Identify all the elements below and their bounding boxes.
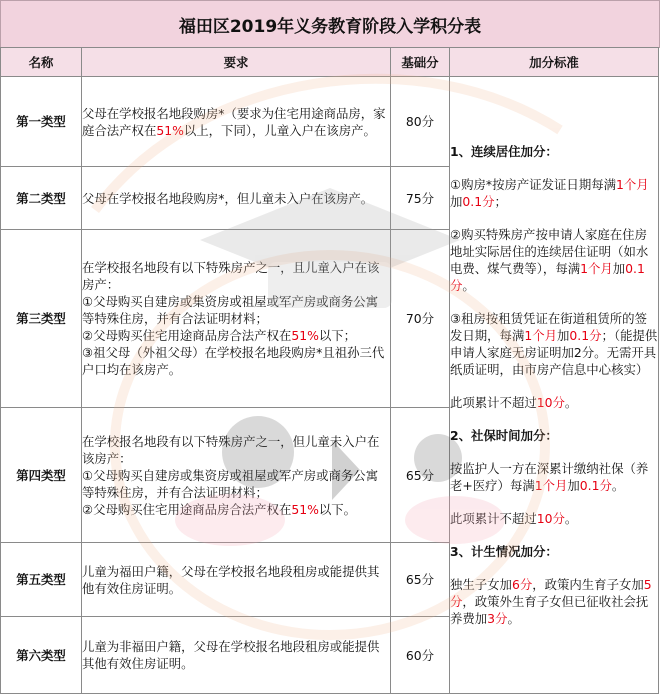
- row-requirement: 父母在学校报名地段购房*（要求为住宅用途商品房，家庭合法产权在51%以上，下同），儿童入户在该房产。: [82, 77, 391, 167]
- row-score: 65分: [391, 408, 450, 543]
- row-score: 80分: [391, 77, 450, 167]
- bonus-item-family-planning: 独生子女加6分，政策内生育子女加5分，政策外生育子女但已征收社会抚养费加3分。: [450, 577, 652, 626]
- bonus-section-1-title: 1、连续居住加分：: [450, 144, 558, 159]
- bonus-item-social-security: 按监护人一方在深累计缴纳社保（养老+医疗）每满1个月加0.1分。: [450, 461, 649, 493]
- row-name: 第五类型: [1, 543, 82, 617]
- bonus-cap-social-security: 此项累计不超过10分。: [450, 511, 578, 526]
- row-requirement: 儿童为非福田户籍，父母在学校报名地段租房或能提供其他有效住房证明。: [82, 617, 391, 694]
- row-name: 第四类型: [1, 408, 82, 543]
- bonus-item-special-housing: ②购买特殊房产按申请人家庭在住房地址实际居住的连续居住证明（如水电费、煤气费等），每满1个月加0.1分。: [450, 227, 649, 293]
- bonus-section-2-title: 2、社保时间加分：: [450, 428, 558, 443]
- score-table: [0, 47, 659, 694]
- header-bonus: 加分标准: [450, 48, 659, 77]
- header-requirement: 要求: [82, 48, 391, 77]
- bonus-section-3-title: 3、计生情况加分：: [450, 544, 558, 559]
- row-score: 60分: [391, 617, 450, 694]
- row-requirement: 父母在学校报名地段购房*，但儿童未入户在该房产。: [82, 167, 391, 230]
- table-row: [1, 77, 659, 167]
- row-requirement: 在学校报名地段有以下特殊房产之一，但儿童未入户在该房产： ①父母购买自建房或集资房或祖屋或军产房或商务公寓等特殊住房，并有合法证明材料； ②父母购买住宅用途商品房合法产权在51%以下。: [82, 408, 391, 543]
- row-requirement: 在学校报名地段有以下特殊房产之一，且儿童入户在该房产： ①父母购买自建房或集资房或祖屋或军产房或商务公寓等特殊住房，并有合法证明材料； ②父母购买住宅用途商品房合法产权在51%以下； ③祖父母（外祖父母）在学校报名地段购房*且祖孙三代户口均在该房产。: [82, 230, 391, 408]
- row-score: 75分: [391, 167, 450, 230]
- table-header-row: [1, 48, 659, 77]
- row-name: 第一类型: [1, 77, 82, 167]
- row-requirement: 儿童为福田户籍，父母在学校报名地段租房或能提供其他有效住房证明。: [82, 543, 391, 617]
- row-name: 第三类型: [1, 230, 82, 408]
- header-base-score: 基础分: [391, 48, 450, 77]
- row-score: 65分: [391, 543, 450, 617]
- bonus-cap-residence: 此项累计不超过10分。: [450, 395, 578, 410]
- page-title: 福田区2019年义务教育阶段入学积分表: [0, 0, 660, 48]
- bonus-criteria: [450, 77, 659, 694]
- row-name: 第六类型: [1, 617, 82, 694]
- header-name: 名称: [1, 48, 82, 77]
- bonus-item-rental: ③租房按租赁凭证在街道租赁所的签发日期，每满1个月加0.1分；（能提供申请人家庭无房证明加2分。无需开具纸质证明，由市房产信息中心核实）: [450, 311, 658, 377]
- row-name: 第二类型: [1, 167, 82, 230]
- row-score: 70分: [391, 230, 450, 408]
- bonus-item-purchase: ①购房*按房产证发证日期每满1个月加0.1分；: [450, 177, 649, 209]
